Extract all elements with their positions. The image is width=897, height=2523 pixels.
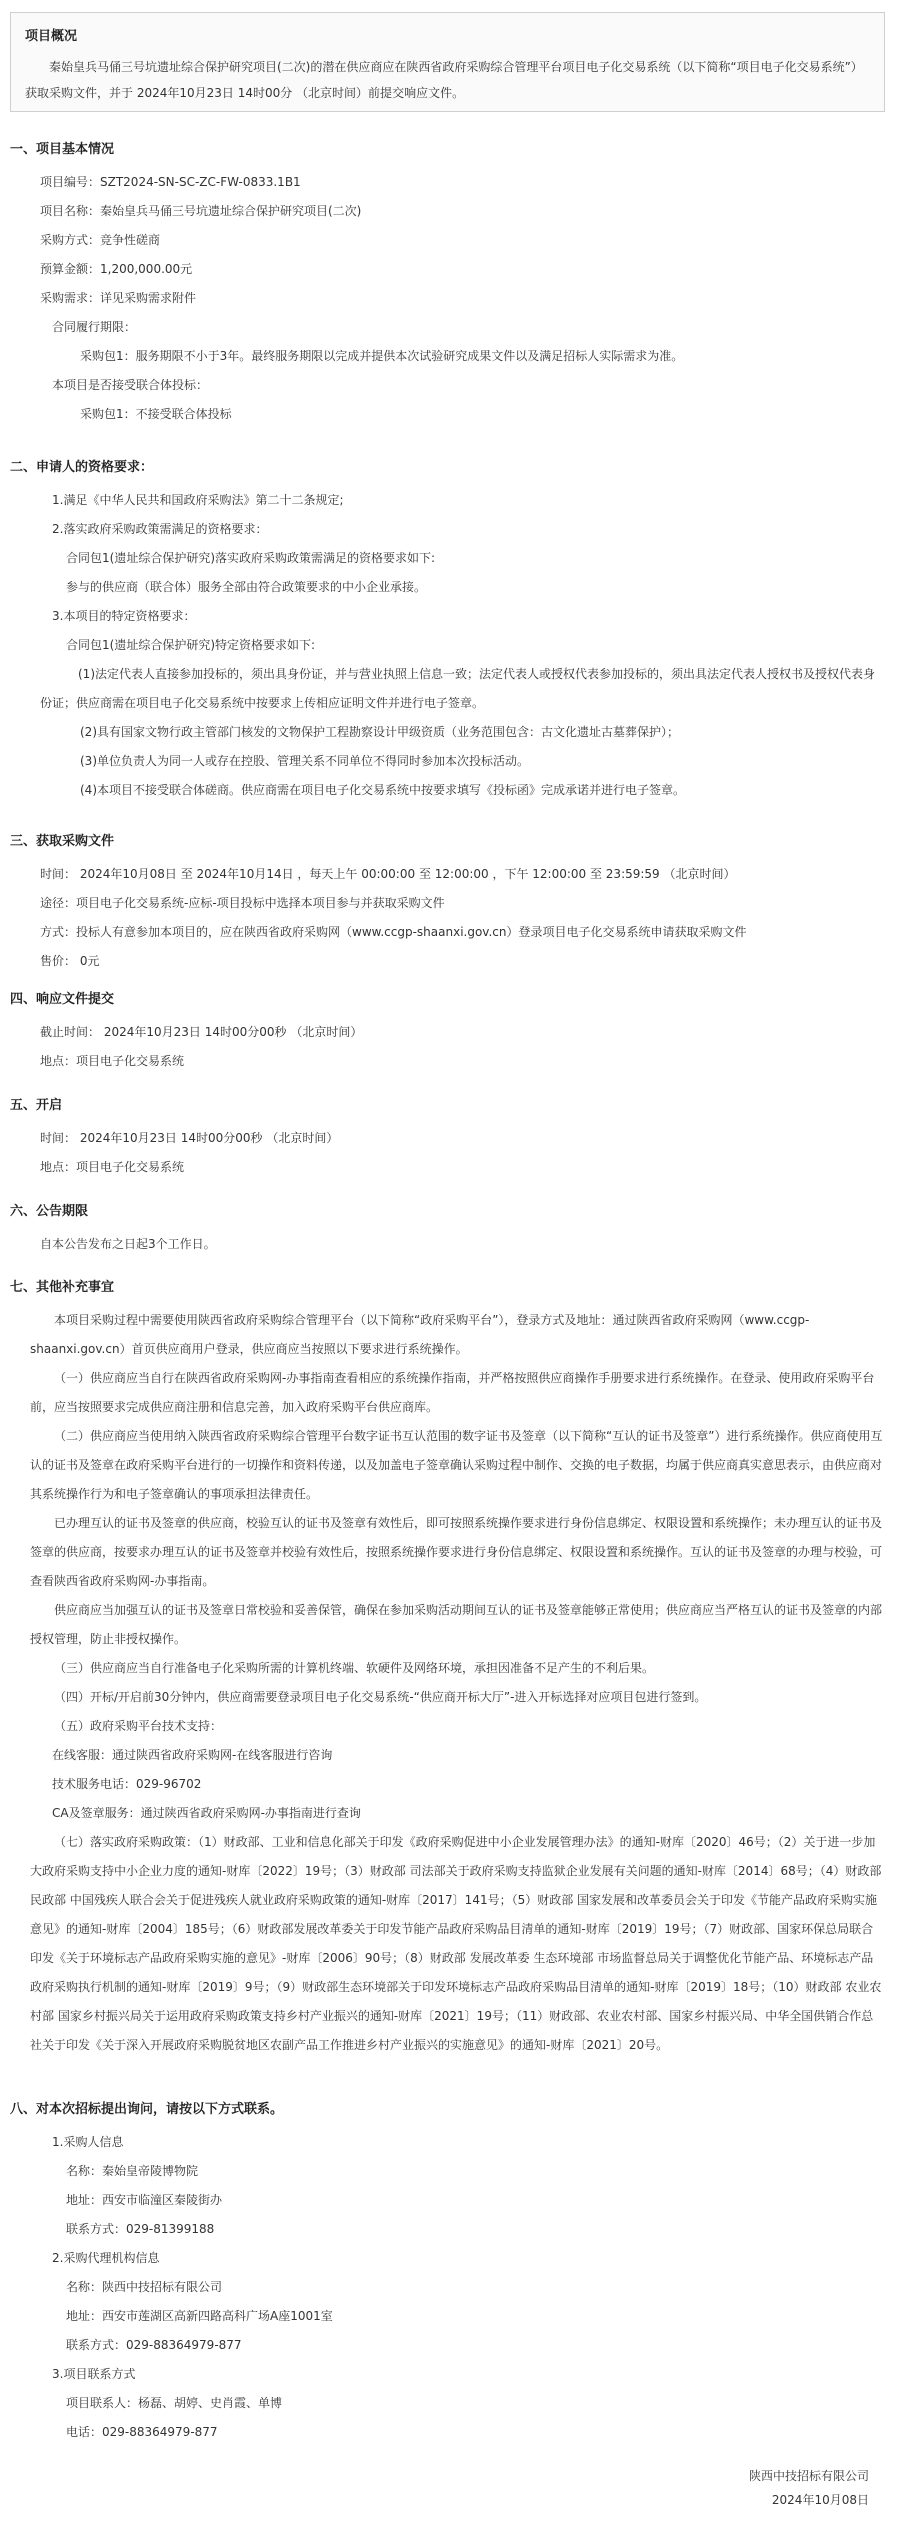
project-contact-people: 项目联系人：杨磊、胡婷、史肖霞、单博 xyxy=(66,2396,283,2410)
section-obtain-documents xyxy=(10,832,885,976)
procurement-method: 采购方式：竞争性磋商 xyxy=(40,233,161,247)
project-contact-title: 3.项目联系方式 xyxy=(52,2367,136,2381)
obtain-time: 时间： 2024年10月08日 至 2024年10月14日 ，每天上午 00:00:00 至 12:00:00 ，下午 12:00:00 至 23:59:59 （北京时间） xyxy=(40,867,736,881)
agent-name: 名称：陕西中技招标有限公司 xyxy=(66,2280,223,2294)
overview-text: 秦始皇兵马俑三号坑遗址综合保护研究项目(二次)的潜在供应商应在陕西省政府采购综合管理平台项目电子化交易系统（以下简称“项目电子化交易系统”）获取采购文件，并于 2024年10月23日 14时00分 （北京时间）前提交响应文件。 xyxy=(25,60,863,100)
consortium-label: 本项目是否接受联合体投标： xyxy=(52,378,209,392)
budget-amount: 预算金额：1,200,000.00元 xyxy=(40,262,193,276)
overview-title: 项目概况 xyxy=(25,29,78,44)
supplementary-para-2: （一）供应商应当自行在陕西省政府采购网-办事指南查看相应的系统操作指南，并严格按照供应商操作手册要求进行系统操作。在登录、使用政府采购平台前，应当按照要求完成供应商注册和信息完善，加入政府采购平台供应商库。 xyxy=(30,1371,875,1414)
contract-period-text: 采购包1：服务期限不小于3年。最终服务期限以完成并提供本次试验研究成果文件以及满足招标人实际需求为准。 xyxy=(80,349,684,363)
section-contact xyxy=(10,2100,885,2447)
buyer-phone: 联系方式：029-81399188 xyxy=(66,2222,215,2236)
qualification-item-3c: (2)具有国家文物行政主管部门核发的文物保护工程勘察设计甲级资质（业务范围包含：古文化遗址古墓葬保护）； xyxy=(80,725,680,739)
qualification-item-3a: 合同包1(遗址综合保护研究)特定资格要求如下: xyxy=(66,638,316,652)
agent-phone: 联系方式：029-88364979-877 xyxy=(66,2338,242,2352)
section-title: 二、申请人的资格要求： xyxy=(10,460,154,475)
qualification-item-3e: (4)本项目不接受联合体磋商。供应商需在项目电子化交易系统中按要求填写《投标函》完成承诺并进行电子签章。 xyxy=(80,783,686,797)
document-price: 售价： 0元 xyxy=(40,954,100,968)
section-title: 七、其他补充事宜 xyxy=(10,1280,115,1295)
signature-company: 陕西中技招标有限公司 xyxy=(748,2469,869,2483)
opening-time: 时间： 2024年10月23日 14时00分00秒 （北京时间） xyxy=(40,1131,339,1145)
supplementary-para-7: （四）开标/开启前30分钟内，供应商需要登录项目电子化交易系统-“供应商开标大厅”-进入开标选择对应项目包进行签到。 xyxy=(54,1690,707,1704)
section-supplementary xyxy=(10,1278,885,2060)
contract-period-label: 合同履行期限： xyxy=(52,320,137,334)
qualification-item-1: 1.满足《中华人民共和国政府采购法》第二十二条规定; xyxy=(52,493,344,507)
supplementary-para-6: （三）供应商应当自行准备电子化采购所需的计算机终端、软硬件及网络环境，承担因准备不足产生的不利后果。 xyxy=(54,1661,655,1675)
signature-date: 2024年10月08日 xyxy=(771,2493,869,2507)
section-announcement-period xyxy=(10,1202,885,1259)
opening-place: 地点：项目电子化交易系统 xyxy=(40,1160,185,1174)
agent-info-title: 2.采购代理机构信息 xyxy=(52,2251,160,2265)
section-title: 四、响应文件提交 xyxy=(10,992,115,1007)
obtain-way: 途径：项目电子化交易系统-应标-项目投标中选择本项目参与并获取采购文件 xyxy=(40,896,445,910)
project-overview-box xyxy=(10,12,885,112)
section-title: 六、公告期限 xyxy=(10,1204,89,1219)
qualification-item-2b: 参与的供应商（联合体）服务全部由符合政策要求的中小企业承接。 xyxy=(66,580,427,594)
supplementary-para-3: （二）供应商应当使用纳入陕西省政府采购综合管理平台数字证书互认范围的数字证书及签章（以下简称“互认的证书及签章”）进行系统操作。供应商使用互认的证书及签章在政府采购平台进行的一切操作和资料传递，以及加盖电子签章确认采购过程中制作、交换的电子数据，均属于供应商真实意思表示，由供应商对其系统操作行为和电子签章确认的事项承担法律责任。 xyxy=(30,1429,883,1501)
project-name: 项目名称：秦始皇兵马俑三号坑遗址综合保护研究项目(二次) xyxy=(40,204,362,218)
buyer-address: 地址：西安市临潼区秦陵街办 xyxy=(66,2193,223,2207)
agent-address: 地址：西安市莲湖区高新四路高科广场A座1001室 xyxy=(66,2309,333,2323)
consortium-text: 采购包1：不接受联合体投标 xyxy=(80,407,232,421)
qualification-item-3: 3.本项目的特定资格要求： xyxy=(52,609,196,623)
buyer-name: 名称：秦始皇帝陵博物院 xyxy=(66,2164,199,2178)
support-ca-service: CA及签章服务：通过陕西省政府采购网-办事指南进行查询 xyxy=(52,1806,361,1820)
qualification-item-2a: 合同包1(遗址综合保护研究)落实政府采购政策需满足的资格要求如下: xyxy=(66,551,436,565)
section-opening xyxy=(10,1096,885,1182)
supplementary-para-5: 供应商应当加强互认的证书及签章日常校验和妥善保管，确保在参加采购活动期间互认的证书及签章能够正常使用；供应商应当严格互认的证书及签章的内部授权管理，防止非授权操作。 xyxy=(30,1603,883,1646)
submission-place: 地点：项目电子化交易系统 xyxy=(40,1054,185,1068)
procurement-policy-list: （七）落实政府采购政策：（1）财政部、工业和信息化部关于印发《政府采购促进中小企业发展管理办法》的通知-财库〔2020〕46号；（2）关于进一步加大政府采购支持中小企业力度的通知-财库〔2022〕19号；（3）财政部 司法部关于政府采购支持监狱企业发展有关问题的通知-财库〔2014〕68号；（4）财政部 民政部 中国残疾人联合会关于促进残疾人就业政府采购政策的通知-财库〔2017〕141号；（5）财政部 国家发展和改革委员会关于印发《节能产品政府采购实施意见》的通知-财库〔2004〕185号；（6）财政部发展改革委关于印发节能产品政府采购品目清单的通知-财库〔2019〕19号；（7）财政部、国家环保总局联合印发《关于环境标志产品政府采购实施的意见》-财库〔2006〕90号；（8）财政部 发展改革委 生态环境部 市场监督总局关于调整优化节能产品、环境标志产品政府采购执行机制的通知-财库〔2019〕9号；（9）财政部生态环境部关于印发环境标志产品政府采购品目清单的通知-财库〔2019〕18号；（10）财政部 农业农村部 国家乡村振兴局关于运用政府采购政策支持乡村产业振兴的通知-财库〔2021〕19号；（11）财政部、农业农村部、国家乡村振兴局、中华全国供销合作总社关于印发《关于深入开展政府采购脱贫地区农副产品工作推进乡村产业振兴的实施意见》的通知-财库〔2021〕20号。 xyxy=(30,1835,882,2052)
section-basic-info xyxy=(10,140,885,429)
qualification-item-3b: (1)法定代表人直接参加投标的，须出具身份证，并与营业执照上信息一致；法定代表人或授权代表参加投标的，须出具法定代表人授权书及授权代表身份证；供应商需在项目电子化交易系统中按要求上传相应证明文件并进行电子签章。 xyxy=(40,667,876,710)
submission-deadline: 截止时间： 2024年10月23日 14时00分00秒 （北京时间） xyxy=(40,1025,363,1039)
qualification-item-2: 2.落实政府采购政策需满足的资格要求： xyxy=(52,522,268,536)
supplementary-para-1: 本项目采购过程中需要使用陕西省政府采购综合管理平台（以下简称“政府采购平台”），登录方式及地址：通过陕西省政府采购网（www.ccgp-shaanxi.gov.cn）首页供应商用户登录，供应商应当按照以下要求进行系统操作。 xyxy=(30,1313,810,1356)
qualification-item-3d: (3)单位负责人为同一人或存在控股、管理关系不同单位不得同时参加本次投标活动。 xyxy=(80,754,530,768)
section-title: 三、获取采购文件 xyxy=(10,834,115,849)
project-number: 项目编号：SZT2024-SN-SC-ZC-FW-0833.1B1 xyxy=(40,175,301,189)
announcement-period-text: 自本公告发布之日起3个工作日。 xyxy=(40,1237,216,1251)
project-contact-phone: 电话：029-88364979-877 xyxy=(66,2425,218,2439)
obtain-mode: 方式：投标人有意参加本项目的，应在陕西省政府采购网（www.ccgp-shaanxi.gov.cn）登录项目电子化交易系统申请获取采购文件 xyxy=(40,925,747,939)
procurement-demand: 采购需求：详见采购需求附件 xyxy=(40,291,197,305)
supplementary-para-4: 已办理互认的证书及签章的供应商，校验互认的证书及签章有效性后，即可按照系统操作要求进行身份信息绑定、权限设置和系统操作；未办理互认的证书及签章的供应商，按要求办理互认的证书及签章并校验有效性后，按照系统操作要求进行身份信息绑定、权限设置和系统操作。互认的证书及签章的办理与校验，可查看陕西省政府采购网-办事指南。 xyxy=(30,1516,883,1588)
support-online-service: 在线客服：通过陕西省政府采购网-在线客服进行咨询 xyxy=(52,1748,333,1762)
signature-block xyxy=(569,2464,869,2512)
supplementary-para-8: （五）政府采购平台技术支持： xyxy=(54,1719,223,1733)
section-title: 一、项目基本情况 xyxy=(10,142,115,157)
section-title: 八、对本次招标提出询问，请按以下方式联系。 xyxy=(10,2102,284,2117)
support-phone: 技术服务电话：029-96702 xyxy=(52,1777,202,1791)
section-submission xyxy=(10,990,885,1076)
section-qualifications xyxy=(10,458,885,805)
buyer-info-title: 1.采购人信息 xyxy=(52,2135,124,2149)
section-title: 五、开启 xyxy=(10,1098,63,1113)
